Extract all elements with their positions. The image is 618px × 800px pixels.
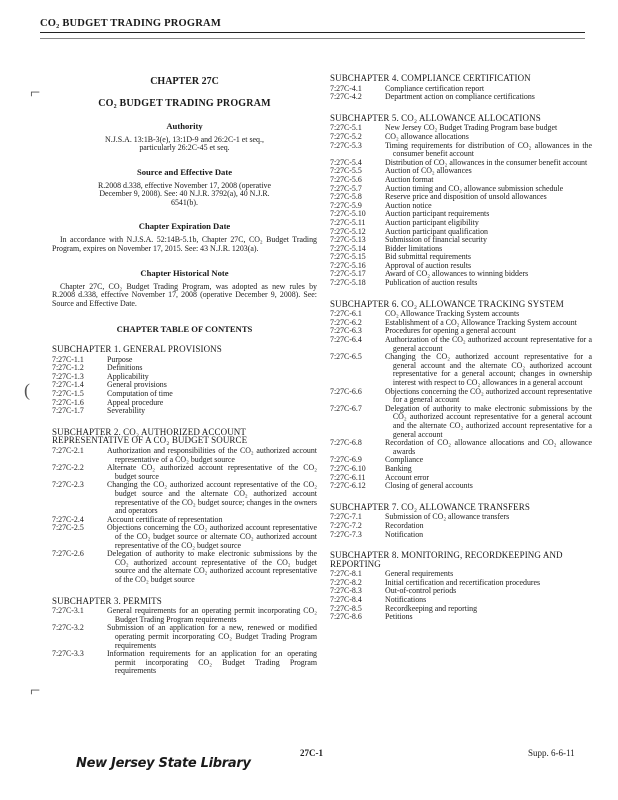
section-title: Delegation of authority to make electronic submissions by the CO₂ authorized account representative for a general account and the alternate CO₂ authorized account representative for a general account bbox=[385, 403, 592, 439]
subchapter-7-list bbox=[330, 513, 592, 539]
left-column bbox=[52, 78, 317, 676]
scan-mark-icon: ⌐ bbox=[30, 82, 41, 102]
toc-entry bbox=[330, 279, 592, 288]
section-title: Recordation of CO₂ allowance allocations and CO₂ allowance awards bbox=[385, 438, 592, 456]
section-number: 7:27C-3.2 bbox=[52, 623, 84, 633]
section-title: Distribution of CO₂ allowances in the consumer benefit account bbox=[385, 157, 588, 167]
section-title: Authorization and responsibilities of the CO₂ authorized account representative of a CO₂ budget source bbox=[107, 446, 317, 464]
toc-entry bbox=[52, 607, 317, 624]
toc-entry bbox=[52, 390, 317, 399]
section-number: 7:27C-7.1 bbox=[330, 512, 362, 522]
section-title: Purpose bbox=[107, 354, 133, 364]
toc-entry bbox=[52, 407, 317, 416]
subchapter-1-list bbox=[52, 356, 317, 416]
section-number: 7:27C-5.8 bbox=[330, 192, 362, 202]
section-number: 7:27C-7.2 bbox=[330, 520, 362, 530]
section-number: 7:27C-2.1 bbox=[52, 446, 84, 456]
section-title: Definitions bbox=[107, 363, 143, 373]
section-title: Changing the CO₂ authorized account representative of the CO₂ budget source and the alternate CO₂ authorized account representative of the CO₂ budget source; changes in the owners and operators bbox=[107, 480, 317, 516]
subchapter-5-list bbox=[330, 124, 592, 287]
section-title: Reserve price and disposition of unsold allowances bbox=[385, 192, 547, 202]
toc-entry bbox=[330, 353, 592, 387]
section-number: 7:27C-6.6 bbox=[330, 386, 362, 396]
toc-entry bbox=[330, 439, 592, 456]
scan-mark-icon: ( bbox=[24, 380, 30, 400]
section-number: 7:27C-5.13 bbox=[330, 235, 366, 245]
toc-entry bbox=[330, 388, 592, 405]
toc-entry bbox=[330, 236, 592, 245]
section-title: Recordkeeping and reporting bbox=[385, 603, 478, 613]
section-number: 7:27C-2.3 bbox=[52, 480, 84, 490]
toc-entry bbox=[330, 405, 592, 439]
subchapter-5-title: SUBCHAPTER 5. CO₂ ALLOWANCE ALLOCATIONS bbox=[330, 112, 541, 123]
toc-entry bbox=[330, 513, 592, 522]
section-number: 7:27C-8.1 bbox=[330, 569, 362, 579]
section-title: Out-of-control periods bbox=[385, 586, 457, 596]
section-number: 7:27C-4.1 bbox=[330, 83, 362, 93]
subchapter-2-title: SUBCHAPTER 2. CO₂ AUTHORIZED ACCOUNT REPRESENTATIVE OF A CO₂ BUDGET SOURCE bbox=[52, 426, 248, 446]
chapter-title: CO₂ BUDGET TRADING PROGRAM bbox=[98, 97, 271, 109]
section-number: 7:27C-6.4 bbox=[330, 335, 362, 345]
section-number: 7:27C-3.3 bbox=[52, 649, 84, 659]
section-title: Objections concerning the CO₂ authorized account representative for a general account bbox=[385, 386, 592, 405]
section-number: 7:27C-5.14 bbox=[330, 243, 366, 253]
subchapter-8-title: SUBCHAPTER 8. MONITORING, RECORDKEEPING AND REPORTING bbox=[330, 550, 563, 569]
section-number: 7:27C-6.1 bbox=[330, 309, 362, 319]
page-number: 27C-1 bbox=[300, 748, 323, 758]
section-number: 7:27C-2.4 bbox=[52, 514, 84, 524]
toc-entry bbox=[52, 364, 317, 373]
library-watermark: New Jersey State Library bbox=[76, 756, 251, 771]
section-title: Alternate CO₂ authorized account representative of the CO₂ budget source bbox=[107, 463, 317, 481]
section-number: 7:27C-8.4 bbox=[330, 595, 362, 605]
chapter-number: CHAPTER 27C bbox=[150, 76, 219, 87]
section-title: General requirements for an operating permit incorporating CO₂ Budget Trading Program requirements bbox=[107, 606, 317, 624]
section-title: Information requirements for an application for an operating permit incorporating CO₂ Budget Trading Program requirements bbox=[107, 649, 317, 676]
subchapter-6-title: SUBCHAPTER 6. CO₂ ALLOWANCE TRACKING SYSTEM bbox=[330, 298, 564, 309]
section-title: Recordation bbox=[385, 520, 424, 530]
section-number: 7:27C-2.2 bbox=[52, 463, 84, 473]
section-title: Auction of CO₂ allowances bbox=[385, 166, 472, 176]
subchapter-3-list bbox=[52, 607, 317, 676]
section-title: Auction format bbox=[385, 174, 434, 184]
section-number: 7:27C-6.9 bbox=[330, 455, 362, 465]
subchapter-2-list bbox=[52, 447, 317, 585]
source-text: R.2008 d.338, effective November 17, 2008 (operative December 9, 2008). See: 40 N.J.R. 3792(a), 40 N.J.R. 6541(b). bbox=[98, 180, 271, 207]
running-header: CO₂ BUDGET TRADING PROGRAM bbox=[40, 18, 585, 33]
section-number: 7:27C-5.17 bbox=[330, 269, 366, 279]
right-column bbox=[330, 74, 592, 622]
subchapter-4-title: SUBCHAPTER 4. COMPLIANCE CERTIFICATION bbox=[330, 73, 531, 83]
section-title: CO₂ Allowance Tracking System accounts bbox=[385, 309, 520, 319]
toc-entry bbox=[330, 613, 592, 622]
expiration-heading: Chapter Expiration Date bbox=[138, 221, 231, 232]
section-title: Banking bbox=[385, 463, 412, 473]
toc-entry bbox=[330, 336, 592, 353]
section-title: General provisions bbox=[107, 380, 167, 390]
section-title: Closing of general accounts bbox=[385, 481, 473, 491]
section-number: 7:27C-1.6 bbox=[52, 397, 84, 407]
toc-entry bbox=[330, 587, 592, 596]
section-title: Submission of an application for a new, renewed or modified operating permit incorporating CO₂ Budget Trading Program requirements bbox=[107, 623, 317, 650]
section-number: 7:27C-1.1 bbox=[52, 354, 84, 364]
section-title: Delegation of authority to make electronic submissions by the CO₂ authorized account representative of the CO₂ budget source and the alternate CO₂ authorized account representative of the CO₂ budget source bbox=[107, 549, 317, 584]
section-number: 7:27C-5.16 bbox=[330, 260, 366, 270]
section-number: 7:27C-1.4 bbox=[52, 380, 84, 390]
section-number: 7:27C-6.3 bbox=[330, 326, 362, 336]
section-number: 7:27C-6.8 bbox=[330, 438, 362, 448]
toc-entry bbox=[52, 481, 317, 515]
toc-entry bbox=[52, 381, 317, 390]
section-number: 7:27C-6.12 bbox=[330, 481, 366, 491]
expiration-text: In accordance with N.J.S.A. 52:14B-5.1b, Chapter 27C, CO₂ Budget Trading Program, expires on November 17, 2015. See: 43 N.J.R. 1203(a). bbox=[52, 234, 317, 253]
section-number: 7:27C-5.3 bbox=[330, 140, 362, 150]
scan-mark-icon: ⌐ bbox=[30, 680, 41, 700]
section-title: Petitions bbox=[385, 612, 413, 622]
section-number: 7:27C-1.5 bbox=[52, 389, 84, 399]
section-title: Severability bbox=[107, 406, 146, 416]
section-title: Procedures for opening a general account bbox=[385, 326, 516, 336]
section-title: Submission of financial security bbox=[385, 235, 487, 245]
section-number: 7:27C-5.10 bbox=[330, 209, 366, 219]
section-number: 7:27C-5.2 bbox=[330, 131, 362, 141]
section-number: 7:27C-4.2 bbox=[330, 92, 362, 102]
section-title: Bid submittal requirements bbox=[385, 252, 471, 262]
toc-entry bbox=[52, 650, 317, 676]
section-number: 7:27C-1.7 bbox=[52, 406, 84, 416]
section-number: 7:27C-8.6 bbox=[330, 612, 362, 622]
section-title: Notification bbox=[385, 529, 424, 539]
toc-heading: CHAPTER TABLE OF CONTENTS bbox=[116, 323, 253, 334]
section-number: 7:27C-3.1 bbox=[52, 606, 84, 616]
section-title: Compliance bbox=[385, 455, 424, 465]
section-number: 7:27C-2.5 bbox=[52, 523, 84, 533]
section-number: 7:27C-5.11 bbox=[330, 217, 366, 227]
toc-entry bbox=[330, 193, 592, 202]
section-title: Approval of auction results bbox=[385, 260, 472, 270]
section-title: Auction participant requirements bbox=[385, 209, 490, 219]
section-number: 7:27C-5.15 bbox=[330, 252, 366, 262]
section-number: 7:27C-5.1 bbox=[330, 123, 362, 133]
section-title: Submission of CO₂ allowance transfers bbox=[385, 512, 510, 522]
toc-entry bbox=[52, 464, 317, 481]
section-title: Authorization of the CO₂ authorized account representative for a general account bbox=[385, 335, 592, 353]
section-title: Award of CO₂ allowances to winning bidders bbox=[385, 269, 529, 279]
toc-entry bbox=[52, 447, 317, 464]
section-title: New Jersey CO₂ Budget Trading Program base budget bbox=[385, 123, 558, 133]
subchapter-3-title: SUBCHAPTER 3. PERMITS bbox=[52, 595, 162, 606]
toc-entry bbox=[330, 465, 592, 474]
section-title: Initial certification and recertification procedures bbox=[385, 577, 541, 587]
toc-entry bbox=[330, 167, 592, 176]
section-title: Computation of time bbox=[107, 389, 173, 399]
toc-entry bbox=[330, 456, 592, 465]
section-number: 7:27C-5.5 bbox=[330, 166, 362, 176]
header-rule bbox=[40, 38, 585, 39]
section-number: 7:27C-8.3 bbox=[330, 586, 362, 596]
toc-entry bbox=[330, 605, 592, 614]
history-text: Chapter 27C, CO₂ Budget Trading Program, was adopted as new rules by R.2008 d.338, effective November 17, 2008 (operative December 9, 2008). See: Source and Effective Date. bbox=[52, 281, 317, 308]
toc-entry bbox=[52, 373, 317, 382]
section-number: 7:27C-6.10 bbox=[330, 463, 366, 473]
toc-entry bbox=[52, 550, 317, 584]
section-number: 7:27C-5.9 bbox=[330, 200, 362, 210]
section-title: Appeal procedure bbox=[107, 397, 164, 407]
section-number: 7:27C-1.2 bbox=[52, 363, 84, 373]
section-number: 7:27C-5.4 bbox=[330, 157, 362, 167]
section-number: 7:27C-6.11 bbox=[330, 472, 366, 482]
toc-entry bbox=[52, 356, 317, 365]
section-title: Timing requirements for distribution of CO₂ allowances in the consumer benefit account bbox=[385, 140, 592, 159]
section-number: 7:27C-8.5 bbox=[330, 603, 362, 613]
toc-entry bbox=[330, 579, 592, 588]
section-number: 7:27C-2.6 bbox=[52, 549, 84, 559]
history-heading: Chapter Historical Note bbox=[140, 268, 229, 279]
section-number: 7:27C-6.2 bbox=[330, 317, 362, 327]
subchapter-1-title: SUBCHAPTER 1. GENERAL PROVISIONS bbox=[52, 344, 222, 355]
section-title: Auction participant eligibility bbox=[385, 217, 479, 227]
section-title: Department action on compliance certifications bbox=[385, 92, 535, 102]
section-title: Establishment of a CO₂ Allowance Tracking System account bbox=[385, 317, 577, 327]
toc-entry bbox=[330, 482, 592, 491]
section-number: 7:27C-5.6 bbox=[330, 174, 362, 184]
section-number: 7:27C-1.3 bbox=[52, 371, 84, 381]
section-number: 7:27C-5.7 bbox=[330, 183, 362, 193]
section-title: Objections concerning the CO₂ authorized account representative of the CO₂ budget source or alternate CO₂ authorized account representative of the CO₂ budget source bbox=[107, 523, 317, 550]
toc-entry bbox=[330, 531, 592, 540]
section-title: General requirements bbox=[385, 569, 454, 579]
toc-entry bbox=[330, 142, 592, 159]
section-number: 7:27C-6.5 bbox=[330, 352, 362, 362]
section-number: 7:27C-8.2 bbox=[330, 577, 362, 587]
section-number: 7:27C-5.12 bbox=[330, 226, 366, 236]
section-title: CO₂ allowance allocations bbox=[385, 131, 469, 141]
section-number: 7:27C-5.18 bbox=[330, 278, 366, 288]
section-title: Auction notice bbox=[385, 200, 432, 210]
section-title: Bidder limitations bbox=[385, 243, 443, 253]
subchapter-6-list bbox=[330, 310, 592, 490]
toc-entry bbox=[330, 522, 592, 531]
source-heading: Source and Effective Date bbox=[136, 166, 233, 177]
section-title: Notifications bbox=[385, 595, 427, 605]
authority-text: N.J.S.A. 13:1B-3(e), 13:1D-9 and 26:2C-1 et seq., particularly 26:2C-45 et seq. bbox=[105, 134, 264, 153]
section-title: Applicability bbox=[107, 371, 149, 381]
supplement-date: Supp. 6-6-11 bbox=[528, 748, 575, 758]
section-title: Publication of auction results bbox=[385, 278, 478, 288]
section-title: Auction participant qualification bbox=[385, 226, 488, 236]
authority-heading: Authority bbox=[166, 121, 203, 132]
section-title: Auction timing and CO₂ allowance submission schedule bbox=[385, 183, 564, 193]
section-number: 7:27C-7.3 bbox=[330, 529, 362, 539]
section-title: Account error bbox=[385, 472, 430, 482]
toc-entry bbox=[330, 93, 592, 102]
section-title: Changing the CO₂ authorized account representative for a general account and the alternate CO₂ authorized account representative for a general account; changes in ownership interest with respect to CO₂ allowances in a general account bbox=[385, 352, 592, 387]
section-title: Compliance certification report bbox=[385, 83, 485, 93]
subchapter-4-list bbox=[330, 85, 592, 102]
toc-entry bbox=[52, 524, 317, 550]
section-title: Account certificate of representation bbox=[107, 514, 223, 524]
toc-entry bbox=[52, 624, 317, 650]
subchapter-8-list bbox=[330, 570, 592, 622]
toc-entry bbox=[52, 399, 317, 408]
subchapter-7-title: SUBCHAPTER 7. CO₂ ALLOWANCE TRANSFERS bbox=[330, 501, 530, 512]
section-number: 7:27C-6.7 bbox=[330, 403, 362, 413]
